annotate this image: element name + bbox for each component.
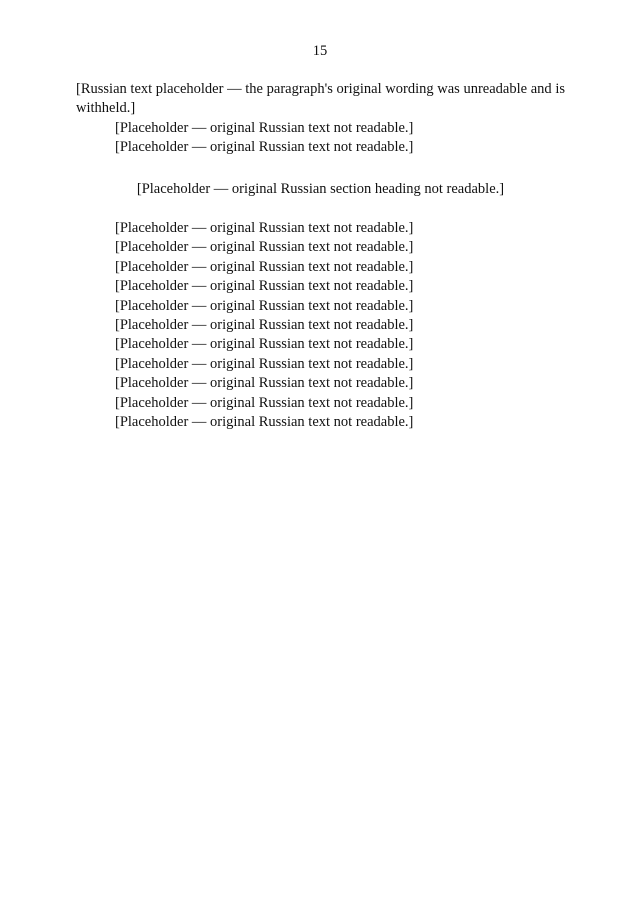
document-body — [76, 80, 565, 433]
continuation-paragraph: [Russian text placeholder — the paragraph's original wording was unreadable and is withheld.] — [76, 81, 565, 117]
list-item-g: [Placeholder — original Russian text not readable.] — [115, 375, 414, 392]
broadcaster-details: [Placeholder — original Russian text not readable.] — [115, 414, 414, 431]
section-heading: [Placeholder — original Russian section heading not readable.] — [136, 180, 505, 197]
list-item-v: [Placeholder — original Russian text not readable.] — [115, 355, 414, 372]
paragraph-40: [Placeholder — original Russian text not readable.] — [115, 119, 414, 136]
list-item-d: [Placeholder — original Russian text not readable.] — [115, 394, 414, 411]
list-item-a: [Placeholder — original Russian text not readable.] — [115, 317, 414, 334]
paragraph-41: [Placeholder — original Russian text not readable.] — [115, 220, 414, 237]
list-item-b: [Placeholder — original Russian text not readable.] — [115, 336, 414, 353]
paragraph-refund: [Placeholder — original Russian text not readable.] — [115, 139, 414, 156]
paragraph-44: [Placeholder — original Russian text not readable.] — [115, 297, 414, 314]
paragraph-refusal: [Placeholder — original Russian text not readable.] — [115, 278, 414, 295]
paragraph-43: [Placeholder — original Russian text not readable.] — [115, 258, 414, 275]
page-number: 15 — [312, 43, 328, 59]
paragraph-42: [Placeholder — original Russian text not readable.] — [115, 239, 414, 256]
